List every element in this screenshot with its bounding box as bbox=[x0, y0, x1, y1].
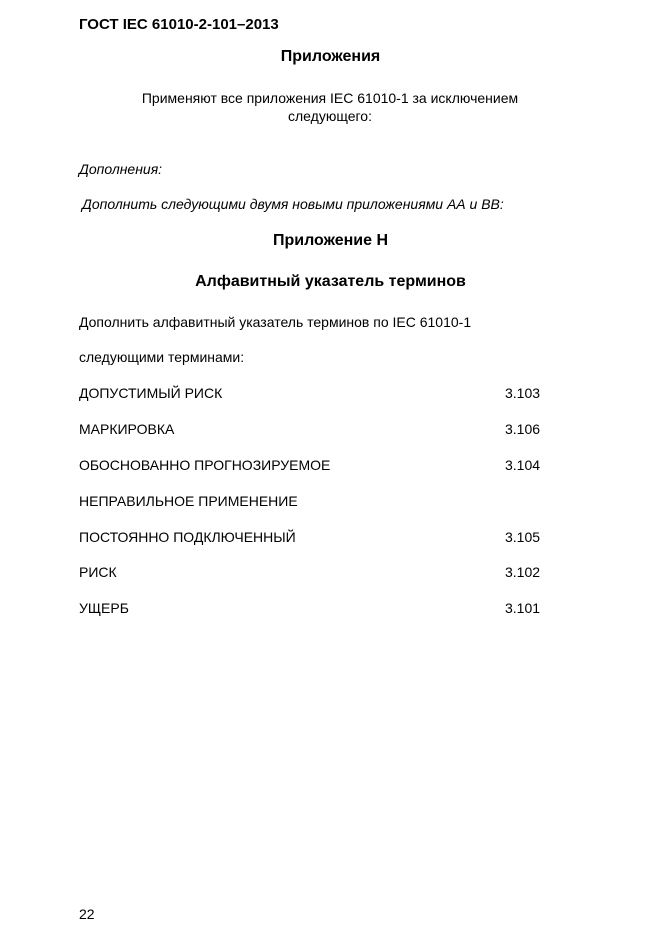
additions-label: Дополнения: bbox=[79, 161, 163, 177]
term-name: НЕПРАВИЛЬНОЕ ПРИМЕНЕНИЕ bbox=[79, 493, 298, 509]
term-clause: 3.104 bbox=[505, 457, 541, 473]
term-clause: 3.102 bbox=[505, 564, 541, 580]
page-number: 22 bbox=[79, 906, 95, 922]
annex-h-title: Приложение Н bbox=[272, 232, 389, 249]
annex-h-line2: следующими терминами: bbox=[79, 349, 245, 365]
term-name: РИСК bbox=[79, 564, 117, 580]
annexes-intro: Применяют все приложения IEC 61010-1 за исключением следующего: bbox=[141, 90, 519, 124]
term-clause: 3.105 bbox=[505, 529, 541, 545]
term-clause: 3.101 bbox=[505, 600, 541, 616]
term-name: ПОСТОЯННО ПОДКЛЮЧЕННЫЙ bbox=[79, 529, 296, 545]
annex-h-subtitle: Алфавитный указатель терминов bbox=[195, 273, 466, 290]
term-name: ОБОСНОВАННО ПРОГНОЗИРУЕМОЕ bbox=[79, 457, 331, 473]
term-name: ДОПУСТИМЫЙ РИСК bbox=[79, 385, 223, 401]
document-id: ГОСТ IEC 61010-2-101–2013 bbox=[79, 16, 279, 33]
term-name: УЩЕРБ bbox=[79, 600, 129, 616]
term-name: МАРКИРОВКА bbox=[79, 421, 175, 437]
annexes-title: Приложения bbox=[280, 48, 381, 65]
term-clause: 3.103 bbox=[505, 385, 541, 401]
annex-h-line1: Дополнить алфавитный указатель терминов по IEC 61010-1 bbox=[79, 314, 472, 330]
additions-text: Дополнить следующими двумя новыми приложениями АА и ВВ: bbox=[82, 196, 504, 212]
term-clause: 3.106 bbox=[505, 421, 541, 437]
